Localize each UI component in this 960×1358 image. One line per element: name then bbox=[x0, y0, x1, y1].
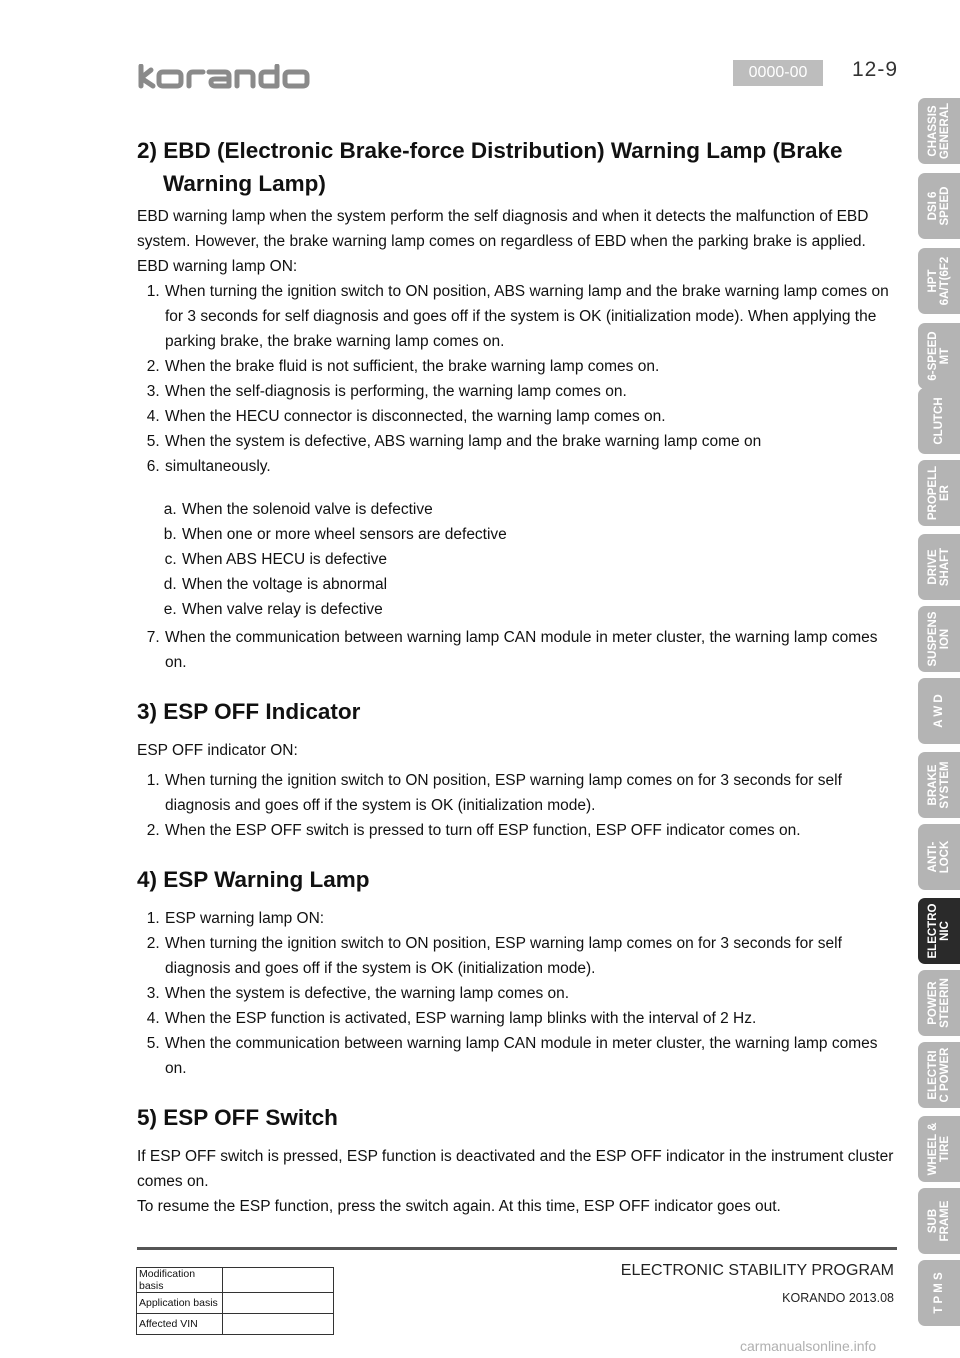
tab-electric-power[interactable] bbox=[918, 1042, 960, 1108]
section-5-heading: 5) ESP OFF Switch bbox=[137, 1105, 338, 1130]
tab-electronic[interactable] bbox=[918, 898, 960, 964]
tab-wheel-tire[interactable] bbox=[918, 1116, 960, 1182]
footer-model-date: KORANDO 2013.08 bbox=[782, 1291, 894, 1305]
section-2-list bbox=[137, 279, 897, 479]
tab-tpms[interactable] bbox=[918, 1260, 960, 1326]
tab-label: ELECTRI C POWER bbox=[927, 1047, 951, 1103]
tab-clutch[interactable] bbox=[918, 388, 960, 454]
list-item: 1. When turning the ignition switch to ON position, ESP warning lamp comes on for 3 seconds for self diagnosis and goes off if the system is OK (initialization mode). bbox=[164, 768, 897, 818]
page-number: 12-9 bbox=[852, 58, 899, 81]
tab-label: SUSPENS ION bbox=[927, 611, 951, 667]
tab-label: T P M S bbox=[933, 1272, 945, 1314]
footer-chapter-title: ELECTRONIC STABILITY PROGRAM bbox=[620, 1262, 894, 1279]
revision-table bbox=[136, 1267, 334, 1335]
list-item: 5. When the system is defective, ABS warning lamp and the brake warning lamp come on bbox=[164, 429, 897, 454]
tab-label: POWER STEERIN bbox=[927, 978, 951, 1028]
list-item: c. When ABS HECU is defective bbox=[181, 547, 897, 572]
table-row bbox=[137, 1314, 334, 1335]
table-row bbox=[137, 1293, 334, 1314]
section-2-list-continued bbox=[137, 625, 897, 675]
section-3-intro: ESP OFF indicator ON: bbox=[137, 742, 298, 759]
section-5-paragraph-1: If ESP OFF switch is pressed, ESP function is deactivated and the ESP OFF indicator in the instrument cluster comes on. bbox=[137, 1148, 894, 1190]
table-cell-value bbox=[223, 1293, 334, 1314]
korando-logo bbox=[137, 64, 317, 90]
list-item: a. When the solenoid valve is defective bbox=[181, 497, 897, 522]
list-item: 2. When turning the ignition switch to ON position, ESP warning lamp comes on for 3 seconds for self diagnosis and goes off if the system is OK (initialization mode). bbox=[164, 931, 897, 981]
list-item: 3. When the system is defective, the warning lamp comes on. bbox=[164, 981, 897, 1006]
tab-label: 6-SPEED MT bbox=[927, 331, 951, 381]
tab-6speed-mt[interactable] bbox=[918, 323, 960, 389]
table-cell-label: Modification basis bbox=[137, 1268, 223, 1293]
tab-hpt-6at[interactable] bbox=[918, 248, 960, 314]
tab-awd[interactable] bbox=[918, 678, 960, 744]
footer-divider bbox=[137, 1247, 897, 1250]
tab-label: WHEEL & TIRE bbox=[927, 1122, 951, 1176]
list-item: 6. simultaneously. bbox=[164, 454, 897, 479]
tab-brake-system[interactable] bbox=[918, 752, 960, 818]
section-2-heading: 2) EBD (Electronic Brake-force Distribution) Warning Lamp (Brake Warning Lamp) bbox=[137, 138, 843, 196]
list-item: 2. When the ESP OFF switch is pressed to turn off ESP function, ESP OFF indicator comes on. bbox=[164, 818, 897, 843]
tab-label: ELECTRO NIC bbox=[927, 903, 951, 959]
page-content bbox=[137, 134, 897, 1219]
list-item: 4. When the ESP function is activated, ESP warning lamp blinks with the interval of 2 Hz. bbox=[164, 1006, 897, 1031]
tab-label: CLUTCH bbox=[933, 397, 945, 445]
table-cell-label: Application basis bbox=[137, 1293, 223, 1314]
list-item: 7. When the communication between warning lamp CAN module in meter cluster, the warning lamp comes on. bbox=[164, 625, 897, 675]
list-item: b. When one or more wheel sensors are defective bbox=[181, 522, 897, 547]
list-item: d. When the voltage is abnormal bbox=[181, 572, 897, 597]
tab-sub-frame[interactable] bbox=[918, 1188, 960, 1254]
tab-drive-shaft[interactable] bbox=[918, 534, 960, 600]
section-3-heading: 3) ESP OFF Indicator bbox=[137, 699, 361, 724]
section-2-sublist bbox=[137, 497, 897, 622]
section-4-list bbox=[137, 906, 897, 1081]
tab-propeller[interactable] bbox=[918, 460, 960, 526]
tab-label: PROPELL ER bbox=[927, 465, 951, 521]
list-item: 3. When the self-diagnosis is performing, the warning lamp comes on. bbox=[164, 379, 897, 404]
section-4-heading: 4) ESP Warning Lamp bbox=[137, 867, 370, 892]
tab-anti-lock[interactable] bbox=[918, 824, 960, 890]
list-item: 1. ESP warning lamp ON: bbox=[164, 906, 897, 931]
list-item: 5. When the communication between warning lamp CAN module in meter cluster, the warning lamp comes on. bbox=[164, 1031, 897, 1081]
section-2-on-label: EBD warning lamp ON: bbox=[137, 258, 298, 275]
watermark: carmanualsonline.info bbox=[740, 1338, 877, 1354]
section-3-list bbox=[137, 768, 897, 843]
table-cell-value bbox=[223, 1268, 334, 1293]
tab-dsi6-speed[interactable] bbox=[918, 173, 960, 239]
list-item: e. When valve relay is defective bbox=[181, 597, 897, 622]
tab-label: HPT 6A/T(6F2 bbox=[927, 256, 951, 306]
tab-label: CHASSIS GENERAL bbox=[927, 102, 951, 160]
section-5-paragraph-2: To resume the ESP function, press the switch again. At this time, ESP OFF indicator goes out. bbox=[137, 1198, 781, 1215]
tab-power-steering[interactable] bbox=[918, 970, 960, 1036]
tab-label: SUB FRAME bbox=[927, 1200, 951, 1242]
tab-label: BRAKE SYSTEM bbox=[927, 761, 951, 809]
tab-suspension[interactable] bbox=[918, 606, 960, 672]
tab-label: DRIVE SHAFT bbox=[927, 547, 951, 587]
tab-chassis-general[interactable] bbox=[918, 98, 960, 164]
tab-label: A W D bbox=[933, 694, 945, 728]
tab-label: DSI 6 SPEED bbox=[927, 186, 951, 226]
section-2-intro: EBD warning lamp when the system perform the self diagnosis and when it detects the malfunction of EBD system. However, the brake warning lamp comes on regardless of EBD when the parking brake is applied. bbox=[137, 208, 869, 250]
list-item: 2. When the brake fluid is not sufficient, the brake warning lamp comes on. bbox=[164, 354, 897, 379]
tab-label: ANTI- LOCK bbox=[927, 840, 951, 874]
section-code-badge: 0000-00 bbox=[733, 60, 823, 86]
table-cell-label: Affected VIN bbox=[137, 1314, 223, 1335]
list-item: 4. When the HECU connector is disconnected, the warning lamp comes on. bbox=[164, 404, 897, 429]
table-cell-value bbox=[223, 1314, 334, 1335]
list-item: 1. When turning the ignition switch to ON position, ABS warning lamp and the brake warning lamp comes on for 3 seconds for self diagnosis and goes off if the system is OK (initialization mode). When applying the parking brake, the brake warning lamp comes on. bbox=[164, 279, 897, 354]
table-row bbox=[137, 1268, 334, 1293]
brand-text: KORANDO bbox=[137, 64, 143, 65]
